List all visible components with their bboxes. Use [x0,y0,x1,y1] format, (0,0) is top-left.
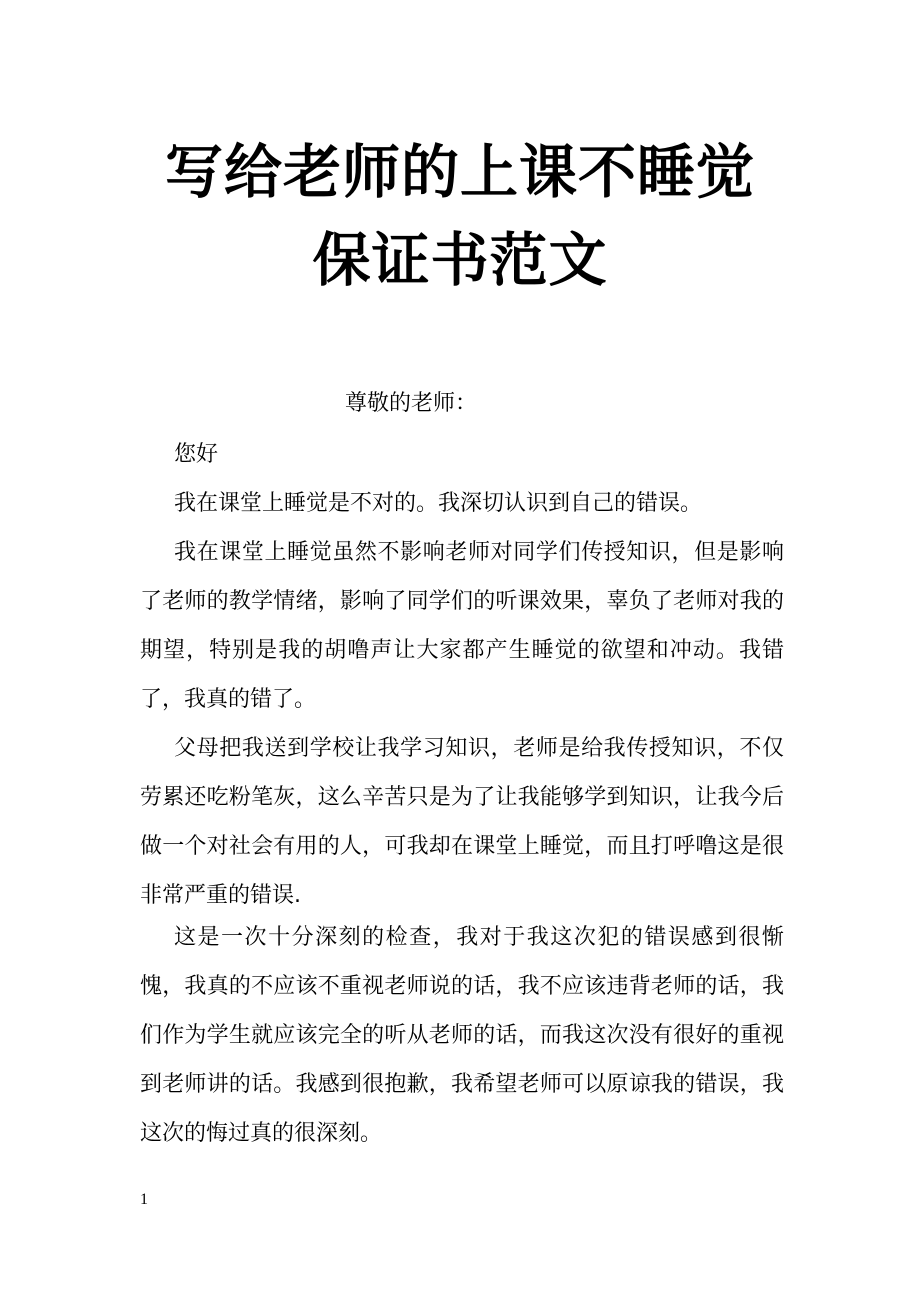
paragraph-2: 我在课堂上睡觉虽然不影响老师对同学们传授知识，但是影响了老师的教学情绪，影响了同学们的听课效果，辜负了老师对我的期望，特别是我的胡噜声让大家都产生睡觉的欲望和冲动。我错了，我真的错了。 [140,540,784,712]
greeting: 您好 [174,442,219,467]
paragraph-3: 父母把我送到学校让我学习知识，老师是给我传授知识，不仅劳累还吃粉笔灰，这么辛苦只是为了让我能够学到知识，让我今后做一个对社会有用的人，可我却在课堂上睡觉，而且打呼噜这是很非常严重的错误. [140,736,784,908]
salutation: 尊敬的老师： [345,391,478,416]
paragraph-1: 我在课堂上睡觉是不对的。我深切认识到自己的错误。 [174,491,703,516]
page-number: 1 [140,1191,148,1208]
document-title: 写给老师的上课不睡觉保证书范文 [164,138,755,294]
paragraph-4: 这是一次十分深刻的检查，我对于我这次犯的错误感到很惭愧，我真的不应该不重视老师说的话，我不应该违背老师的话，我们作为学生就应该完全的听从老师的话，而我这次没有很好的重视到老师讲的话。我感到很抱歉，我希望老师可以原谅我的错误，我这次的悔过真的很深刻。 [140,925,784,1146]
